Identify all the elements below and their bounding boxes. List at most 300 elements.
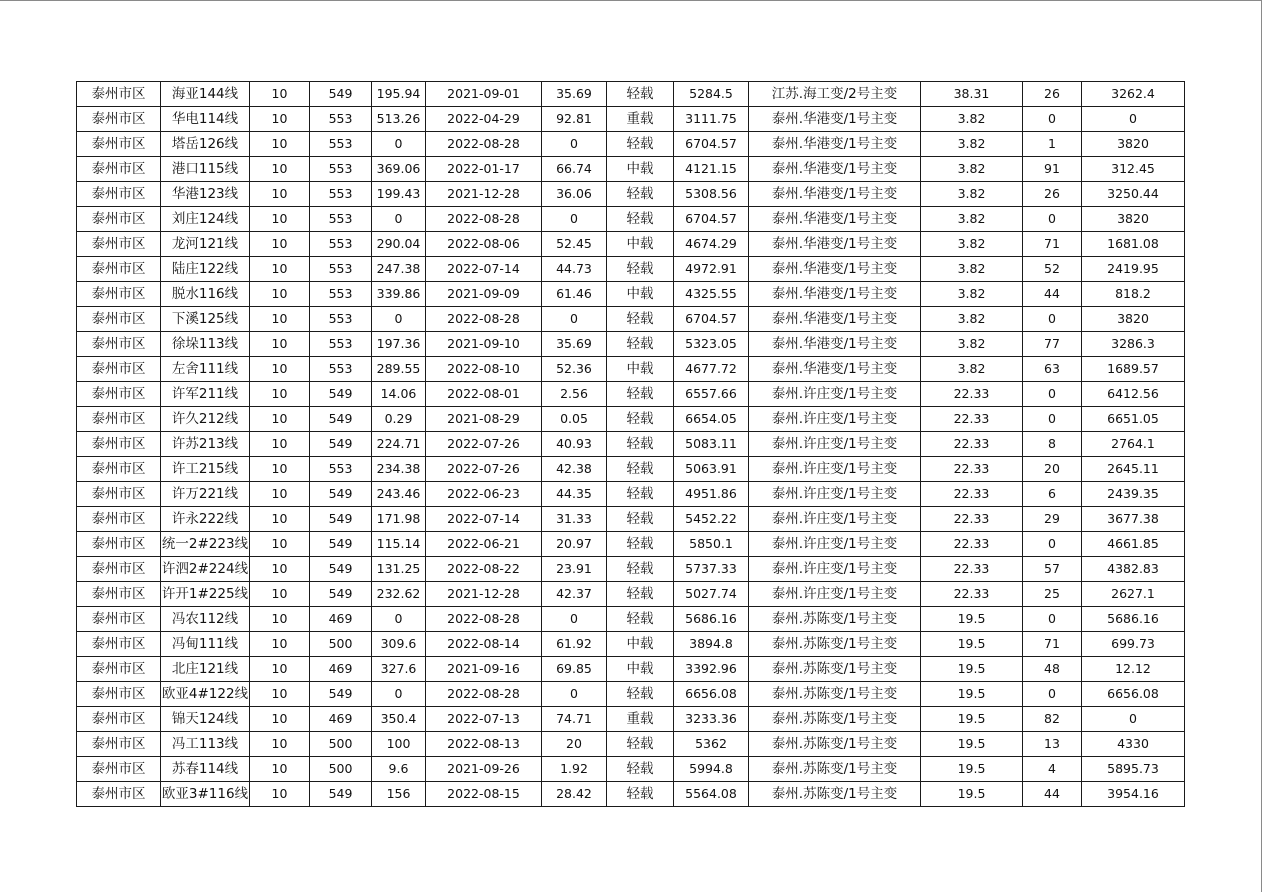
date-cell: 2022-08-28 — [426, 132, 542, 157]
transformer-cell: 泰州.华港变/1号主变 — [749, 357, 921, 382]
load-rate-cell: 61.92 — [542, 632, 607, 657]
date-cell: 2021-09-10 — [426, 332, 542, 357]
transformer-value-cell: 3.82 — [921, 357, 1023, 382]
load-status-cell: 中载 — [607, 282, 674, 307]
line-name-cell: 许泗2#224线 — [161, 557, 250, 582]
spare-capacity-cell: 3894.8 — [674, 632, 749, 657]
load-rate-cell: 0 — [542, 307, 607, 332]
count-cell: 0 — [1023, 307, 1082, 332]
capacity-cell: 553 — [310, 307, 372, 332]
load-status-cell: 中载 — [607, 632, 674, 657]
voltage-cell: 10 — [250, 357, 310, 382]
capacity-cell: 549 — [310, 407, 372, 432]
transformer-value-cell: 19.5 — [921, 707, 1023, 732]
line-name-cell: 冯工113线 — [161, 732, 250, 757]
region-cell: 泰州市区 — [77, 657, 161, 682]
count-cell: 0 — [1023, 107, 1082, 132]
capacity-cell: 553 — [310, 182, 372, 207]
table-body — [77, 82, 1185, 807]
transformer-value-cell: 22.33 — [921, 532, 1023, 557]
line-name-cell: 统一2#223线 — [161, 532, 250, 557]
region-cell: 泰州市区 — [77, 432, 161, 457]
load-cell: 369.06 — [372, 157, 426, 182]
count-cell: 0 — [1023, 407, 1082, 432]
capacity-cell: 553 — [310, 157, 372, 182]
region-cell: 泰州市区 — [77, 207, 161, 232]
load-status-cell: 轻载 — [607, 432, 674, 457]
region-cell: 泰州市区 — [77, 107, 161, 132]
load-status-cell: 中载 — [607, 157, 674, 182]
available-cell: 2419.95 — [1082, 257, 1185, 282]
date-cell: 2022-08-14 — [426, 632, 542, 657]
load-rate-cell: 23.91 — [542, 557, 607, 582]
table-row — [77, 707, 1185, 732]
spare-capacity-cell: 5323.05 — [674, 332, 749, 357]
load-status-cell: 轻载 — [607, 382, 674, 407]
load-status-cell: 轻载 — [607, 82, 674, 107]
region-cell: 泰州市区 — [77, 157, 161, 182]
load-cell: 9.6 — [372, 757, 426, 782]
available-cell: 0 — [1082, 107, 1185, 132]
load-status-cell: 轻载 — [607, 582, 674, 607]
load-rate-cell: 1.92 — [542, 757, 607, 782]
line-name-cell: 冯甸111线 — [161, 632, 250, 657]
table-row — [77, 457, 1185, 482]
region-cell: 泰州市区 — [77, 682, 161, 707]
line-name-cell: 陆庄122线 — [161, 257, 250, 282]
load-rate-cell: 92.81 — [542, 107, 607, 132]
voltage-cell: 10 — [250, 707, 310, 732]
transformer-cell: 泰州.许庄变/1号主变 — [749, 432, 921, 457]
load-cell: 0 — [372, 607, 426, 632]
transformer-value-cell: 19.5 — [921, 782, 1023, 807]
count-cell: 25 — [1023, 582, 1082, 607]
load-rate-cell: 20.97 — [542, 532, 607, 557]
voltage-cell: 10 — [250, 557, 310, 582]
date-cell: 2021-12-28 — [426, 582, 542, 607]
line-name-cell: 许永222线 — [161, 507, 250, 532]
voltage-cell: 10 — [250, 282, 310, 307]
spare-capacity-cell: 5362 — [674, 732, 749, 757]
region-cell: 泰州市区 — [77, 732, 161, 757]
spare-capacity-cell: 5994.8 — [674, 757, 749, 782]
count-cell: 4 — [1023, 757, 1082, 782]
load-status-cell: 中载 — [607, 357, 674, 382]
transformer-cell: 泰州.苏陈变/1号主变 — [749, 782, 921, 807]
voltage-cell: 10 — [250, 757, 310, 782]
spare-capacity-cell: 5686.16 — [674, 607, 749, 632]
line-name-cell: 欧亚3#116线 — [161, 782, 250, 807]
load-rate-cell: 0 — [542, 132, 607, 157]
region-cell: 泰州市区 — [77, 282, 161, 307]
table-row — [77, 207, 1185, 232]
spare-capacity-cell: 5284.5 — [674, 82, 749, 107]
date-cell: 2022-04-29 — [426, 107, 542, 132]
transformer-cell: 泰州.苏陈变/1号主变 — [749, 757, 921, 782]
load-cell: 197.36 — [372, 332, 426, 357]
transformer-value-cell: 3.82 — [921, 107, 1023, 132]
transformer-value-cell: 22.33 — [921, 432, 1023, 457]
date-cell: 2022-08-28 — [426, 207, 542, 232]
voltage-cell: 10 — [250, 332, 310, 357]
date-cell: 2022-08-01 — [426, 382, 542, 407]
line-name-cell: 许苏213线 — [161, 432, 250, 457]
count-cell: 77 — [1023, 332, 1082, 357]
date-cell: 2021-08-29 — [426, 407, 542, 432]
voltage-cell: 10 — [250, 682, 310, 707]
capacity-cell: 549 — [310, 507, 372, 532]
available-cell: 12.12 — [1082, 657, 1185, 682]
transformer-value-cell: 3.82 — [921, 157, 1023, 182]
capacity-cell: 549 — [310, 557, 372, 582]
count-cell: 0 — [1023, 207, 1082, 232]
available-cell: 4382.83 — [1082, 557, 1185, 582]
table-row — [77, 332, 1185, 357]
date-cell: 2022-08-28 — [426, 682, 542, 707]
transformer-value-cell: 19.5 — [921, 732, 1023, 757]
load-rate-cell: 42.37 — [542, 582, 607, 607]
transformer-cell: 泰州.苏陈变/1号主变 — [749, 657, 921, 682]
transformer-value-cell: 22.33 — [921, 557, 1023, 582]
load-cell: 339.86 — [372, 282, 426, 307]
load-cell: 309.6 — [372, 632, 426, 657]
table-row — [77, 582, 1185, 607]
voltage-cell: 10 — [250, 107, 310, 132]
date-cell: 2022-07-13 — [426, 707, 542, 732]
date-cell: 2021-09-16 — [426, 657, 542, 682]
spare-capacity-cell: 5063.91 — [674, 457, 749, 482]
available-cell: 6651.05 — [1082, 407, 1185, 432]
load-cell: 0 — [372, 307, 426, 332]
spare-capacity-cell: 5027.74 — [674, 582, 749, 607]
load-cell: 513.26 — [372, 107, 426, 132]
line-name-cell: 锦天124线 — [161, 707, 250, 732]
date-cell: 2022-08-28 — [426, 307, 542, 332]
region-cell: 泰州市区 — [77, 132, 161, 157]
line-name-cell: 海亚144线 — [161, 82, 250, 107]
transformer-value-cell: 22.33 — [921, 582, 1023, 607]
load-cell: 0 — [372, 682, 426, 707]
line-name-cell: 刘庄124线 — [161, 207, 250, 232]
spare-capacity-cell: 4677.72 — [674, 357, 749, 382]
load-status-cell: 轻载 — [607, 182, 674, 207]
table-row — [77, 507, 1185, 532]
spare-capacity-cell: 4325.55 — [674, 282, 749, 307]
capacity-cell: 553 — [310, 132, 372, 157]
table-row — [77, 532, 1185, 557]
load-cell: 199.43 — [372, 182, 426, 207]
region-cell: 泰州市区 — [77, 82, 161, 107]
date-cell: 2022-01-17 — [426, 157, 542, 182]
date-cell: 2022-06-23 — [426, 482, 542, 507]
load-rate-cell: 40.93 — [542, 432, 607, 457]
table-row — [77, 407, 1185, 432]
transformer-cell: 泰州.华港变/1号主变 — [749, 257, 921, 282]
voltage-cell: 10 — [250, 257, 310, 282]
capacity-cell: 553 — [310, 257, 372, 282]
load-rate-cell: 74.71 — [542, 707, 607, 732]
capacity-cell: 469 — [310, 607, 372, 632]
region-cell: 泰州市区 — [77, 307, 161, 332]
transformer-cell: 泰州.华港变/1号主变 — [749, 307, 921, 332]
date-cell: 2022-07-26 — [426, 457, 542, 482]
voltage-cell: 10 — [250, 657, 310, 682]
spare-capacity-cell: 4951.86 — [674, 482, 749, 507]
count-cell: 44 — [1023, 282, 1082, 307]
region-cell: 泰州市区 — [77, 607, 161, 632]
available-cell: 3820 — [1082, 207, 1185, 232]
region-cell: 泰州市区 — [77, 757, 161, 782]
load-status-cell: 重载 — [607, 707, 674, 732]
load-cell: 0 — [372, 207, 426, 232]
line-name-cell: 许开1#225线 — [161, 582, 250, 607]
load-rate-cell: 52.36 — [542, 357, 607, 382]
spare-capacity-cell: 4121.15 — [674, 157, 749, 182]
load-status-cell: 轻载 — [607, 457, 674, 482]
date-cell: 2022-07-26 — [426, 432, 542, 457]
load-status-cell: 轻载 — [607, 132, 674, 157]
load-status-cell: 轻载 — [607, 207, 674, 232]
available-cell: 3250.44 — [1082, 182, 1185, 207]
count-cell: 82 — [1023, 707, 1082, 732]
transformer-value-cell: 19.5 — [921, 682, 1023, 707]
table-row — [77, 282, 1185, 307]
transformer-cell: 泰州.华港变/1号主变 — [749, 157, 921, 182]
available-cell: 1681.08 — [1082, 232, 1185, 257]
line-name-cell: 塔岳126线 — [161, 132, 250, 157]
load-status-cell: 轻载 — [607, 407, 674, 432]
voltage-cell: 10 — [250, 457, 310, 482]
voltage-cell: 10 — [250, 232, 310, 257]
region-cell: 泰州市区 — [77, 782, 161, 807]
date-cell: 2021-12-28 — [426, 182, 542, 207]
transformer-value-cell: 19.5 — [921, 757, 1023, 782]
load-cell: 243.46 — [372, 482, 426, 507]
count-cell: 0 — [1023, 607, 1082, 632]
capacity-cell: 549 — [310, 532, 372, 557]
spare-capacity-cell: 3392.96 — [674, 657, 749, 682]
available-cell: 699.73 — [1082, 632, 1185, 657]
load-cell: 100 — [372, 732, 426, 757]
count-cell: 63 — [1023, 357, 1082, 382]
capacity-cell: 549 — [310, 432, 372, 457]
transformer-cell: 泰州.许庄变/1号主变 — [749, 407, 921, 432]
transformer-cell: 泰州.苏陈变/1号主变 — [749, 632, 921, 657]
spare-capacity-cell: 6656.08 — [674, 682, 749, 707]
line-name-cell: 华电114线 — [161, 107, 250, 132]
transformer-cell: 泰州.许庄变/1号主变 — [749, 557, 921, 582]
table-row — [77, 732, 1185, 757]
voltage-cell: 10 — [250, 432, 310, 457]
transformer-cell: 泰州.华港变/1号主变 — [749, 132, 921, 157]
region-cell: 泰州市区 — [77, 507, 161, 532]
transformer-value-cell: 22.33 — [921, 507, 1023, 532]
capacity-cell: 549 — [310, 782, 372, 807]
available-cell: 5686.16 — [1082, 607, 1185, 632]
load-cell: 232.62 — [372, 582, 426, 607]
table-row — [77, 607, 1185, 632]
load-cell: 290.04 — [372, 232, 426, 257]
load-rate-cell: 36.06 — [542, 182, 607, 207]
voltage-cell: 10 — [250, 482, 310, 507]
line-name-cell: 下溪125线 — [161, 307, 250, 332]
load-status-cell: 中载 — [607, 657, 674, 682]
load-status-cell: 轻载 — [607, 557, 674, 582]
load-rate-cell: 0 — [542, 607, 607, 632]
transformer-cell: 泰州.华港变/1号主变 — [749, 282, 921, 307]
line-name-cell: 龙河121线 — [161, 232, 250, 257]
transformer-value-cell: 19.5 — [921, 607, 1023, 632]
count-cell: 0 — [1023, 682, 1082, 707]
available-cell: 3954.16 — [1082, 782, 1185, 807]
region-cell: 泰州市区 — [77, 707, 161, 732]
load-rate-cell: 69.85 — [542, 657, 607, 682]
transformer-cell: 泰州.苏陈变/1号主变 — [749, 607, 921, 632]
spare-capacity-cell: 5083.11 — [674, 432, 749, 457]
load-cell: 224.71 — [372, 432, 426, 457]
transformer-cell: 泰州.苏陈变/1号主变 — [749, 732, 921, 757]
load-status-cell: 轻载 — [607, 757, 674, 782]
capacity-cell: 469 — [310, 707, 372, 732]
available-cell: 312.45 — [1082, 157, 1185, 182]
load-status-cell: 轻载 — [607, 332, 674, 357]
voltage-cell: 10 — [250, 82, 310, 107]
line-name-cell: 欧亚4#122线 — [161, 682, 250, 707]
spare-capacity-cell: 6704.57 — [674, 307, 749, 332]
available-cell: 818.2 — [1082, 282, 1185, 307]
region-cell: 泰州市区 — [77, 482, 161, 507]
line-name-cell: 北庄121线 — [161, 657, 250, 682]
spare-capacity-cell: 6704.57 — [674, 207, 749, 232]
load-status-cell: 轻载 — [607, 732, 674, 757]
voltage-cell: 10 — [250, 207, 310, 232]
capacity-cell: 549 — [310, 582, 372, 607]
load-cell: 156 — [372, 782, 426, 807]
load-cell: 247.38 — [372, 257, 426, 282]
date-cell: 2022-07-14 — [426, 257, 542, 282]
load-rate-cell: 0.05 — [542, 407, 607, 432]
capacity-cell: 469 — [310, 657, 372, 682]
load-cell: 0 — [372, 132, 426, 157]
voltage-cell: 10 — [250, 157, 310, 182]
transformer-value-cell: 22.33 — [921, 407, 1023, 432]
region-cell: 泰州市区 — [77, 182, 161, 207]
date-cell: 2021-09-01 — [426, 82, 542, 107]
transformer-value-cell: 3.82 — [921, 182, 1023, 207]
count-cell: 26 — [1023, 82, 1082, 107]
spare-capacity-cell: 3111.75 — [674, 107, 749, 132]
count-cell: 91 — [1023, 157, 1082, 182]
load-status-cell: 轻载 — [607, 682, 674, 707]
spare-capacity-cell: 5737.33 — [674, 557, 749, 582]
region-cell: 泰州市区 — [77, 382, 161, 407]
transformer-cell: 泰州.许庄变/1号主变 — [749, 382, 921, 407]
load-cell: 171.98 — [372, 507, 426, 532]
transformer-value-cell: 22.33 — [921, 482, 1023, 507]
available-cell: 3286.3 — [1082, 332, 1185, 357]
table-row — [77, 132, 1185, 157]
load-rate-cell: 44.35 — [542, 482, 607, 507]
table-row — [77, 657, 1185, 682]
line-name-cell: 华港123线 — [161, 182, 250, 207]
line-name-cell: 左舍111线 — [161, 357, 250, 382]
available-cell: 3820 — [1082, 307, 1185, 332]
table-row — [77, 432, 1185, 457]
voltage-cell: 10 — [250, 382, 310, 407]
spare-capacity-cell: 5850.1 — [674, 532, 749, 557]
load-cell: 0.29 — [372, 407, 426, 432]
date-cell: 2022-08-10 — [426, 357, 542, 382]
count-cell: 8 — [1023, 432, 1082, 457]
line-name-cell: 许久212线 — [161, 407, 250, 432]
region-cell: 泰州市区 — [77, 632, 161, 657]
available-cell: 1689.57 — [1082, 357, 1185, 382]
load-rate-cell: 61.46 — [542, 282, 607, 307]
load-rate-cell: 35.69 — [542, 332, 607, 357]
load-cell: 195.94 — [372, 82, 426, 107]
voltage-cell: 10 — [250, 607, 310, 632]
spare-capacity-cell: 6654.05 — [674, 407, 749, 432]
load-rate-cell: 0 — [542, 682, 607, 707]
voltage-cell: 10 — [250, 307, 310, 332]
load-rate-cell: 28.42 — [542, 782, 607, 807]
load-status-cell: 轻载 — [607, 507, 674, 532]
table-row — [77, 482, 1185, 507]
voltage-cell: 10 — [250, 507, 310, 532]
transformer-cell: 泰州.许庄变/1号主变 — [749, 582, 921, 607]
capacity-cell: 549 — [310, 682, 372, 707]
table-row — [77, 107, 1185, 132]
capacity-cell: 500 — [310, 632, 372, 657]
count-cell: 71 — [1023, 232, 1082, 257]
region-cell: 泰州市区 — [77, 332, 161, 357]
transformer-cell: 江苏.海工变/2号主变 — [749, 82, 921, 107]
count-cell: 6 — [1023, 482, 1082, 507]
load-rate-cell: 44.73 — [542, 257, 607, 282]
transformer-cell: 泰州.许庄变/1号主变 — [749, 482, 921, 507]
transformer-cell: 泰州.华港变/1号主变 — [749, 332, 921, 357]
spare-capacity-cell: 6704.57 — [674, 132, 749, 157]
load-cell: 350.4 — [372, 707, 426, 732]
count-cell: 52 — [1023, 257, 1082, 282]
available-cell: 5895.73 — [1082, 757, 1185, 782]
table-row — [77, 757, 1185, 782]
available-cell: 3820 — [1082, 132, 1185, 157]
capacity-cell: 553 — [310, 207, 372, 232]
voltage-cell: 10 — [250, 582, 310, 607]
page-top-edge — [0, 0, 1262, 1]
load-rate-cell: 31.33 — [542, 507, 607, 532]
date-cell: 2022-08-28 — [426, 607, 542, 632]
date-cell: 2022-08-13 — [426, 732, 542, 757]
line-name-cell: 许工215线 — [161, 457, 250, 482]
transformer-cell: 泰州.许庄变/1号主变 — [749, 532, 921, 557]
table-row — [77, 382, 1185, 407]
transformer-cell: 泰州.华港变/1号主变 — [749, 182, 921, 207]
date-cell: 2022-06-21 — [426, 532, 542, 557]
available-cell: 2764.1 — [1082, 432, 1185, 457]
available-cell: 4661.85 — [1082, 532, 1185, 557]
voltage-cell: 10 — [250, 782, 310, 807]
spare-capacity-cell: 5452.22 — [674, 507, 749, 532]
table-row — [77, 357, 1185, 382]
transformer-value-cell: 3.82 — [921, 307, 1023, 332]
count-cell: 0 — [1023, 532, 1082, 557]
table-row — [77, 782, 1185, 807]
capacity-cell: 553 — [310, 107, 372, 132]
count-cell: 0 — [1023, 382, 1082, 407]
date-cell: 2022-08-15 — [426, 782, 542, 807]
